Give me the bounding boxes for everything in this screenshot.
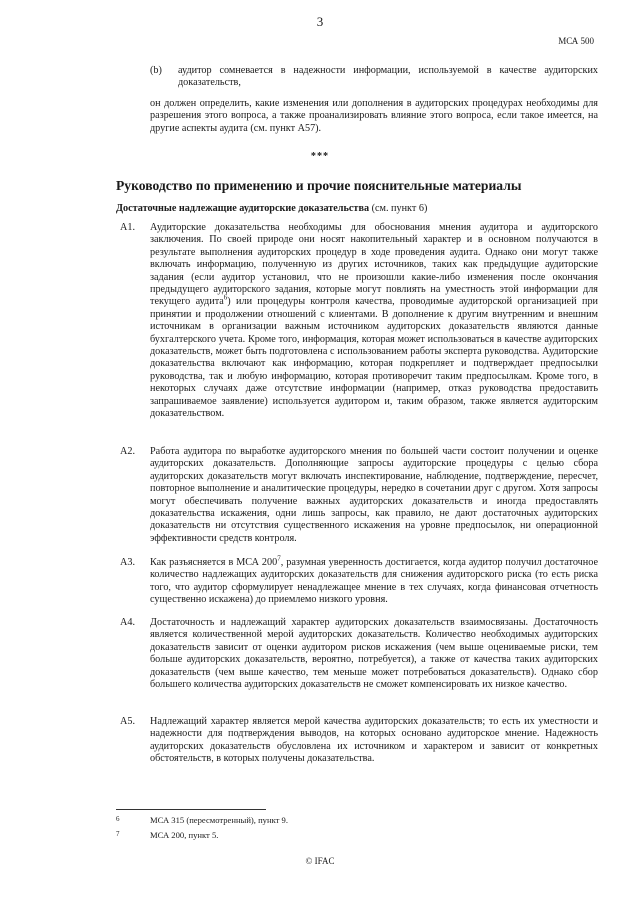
paragraph-label-a1: A1. [120, 222, 135, 233]
footnote-divider [116, 809, 266, 810]
paragraph-a3-text-1: Как разъясняется в МСА 200 [150, 557, 278, 568]
footnote-6-text: МСА 315 (пересмотренный), пункт 9. [150, 815, 288, 825]
footer-copyright: © IFAC [305, 856, 335, 866]
paragraph-a1-text-2: ) или процедуры контроля качества, проводимые аудиторской организацией при принятии и продолжении отношений с клиентами. В дополнение к другим внутренним и внешним источникам в организации важным источником аудиторских доказательств являются данные бухгалтерского учета. Кроме того, информация, которая может использоваться в качестве аудиторских доказательств, может быть подготовлена с использованием работы эксперта руководства. Аудиторские доказательства включают как информацию, которая подкрепляет и подтверждает предпосылки руководства, так и любую информацию, которая противоречит таким предпосылкам. Кроме того, в некоторых случаях даже отсутствие информации (например, отказ руководства предоставить запрашиваемое заявление) используется аудитором и, таким образом, также является аудиторским доказательством. [150, 296, 598, 420]
list-item-b-text: аудитор сомневается в надежности информации, используемой в качестве аудиторских доказательств, [178, 65, 598, 89]
paragraph-a1 [150, 222, 598, 421]
paragraph-label-a2: A2. [120, 446, 135, 457]
conclusion-paragraph: он должен определить, какие изменения или дополнения в аудиторских процедурах необходимы для разрешения этого вопроса, а также проанализировать влияние этого вопроса, если такое имеется, на другие аспекты аудита (см. пункт А57). [150, 98, 598, 134]
subsection-title-text: Достаточные надлежащие аудиторские доказательства [116, 203, 370, 214]
subsection-reference: (см. пункт 6) [369, 203, 428, 214]
section-separator: *** [310, 151, 330, 162]
section-title: Руководство по применению и прочие пояснительные материалы [116, 178, 522, 193]
footnote-mark-6: 6 [116, 815, 120, 823]
footnote-ref-6: 6 [223, 294, 228, 303]
paragraph-a4: Достаточность и надлежащий характер аудиторских доказательств взаимосвязаны. Достаточность является количественной мерой аудиторских доказательств. Количество необходимых аудиторских доказательств зависит от оценки аудитором рисков искажения (чем выше оцениваемые риски, тем больше аудиторских доказательств, вероятно, потребуется), а также от качества таких аудиторских доказательств (чем выше качество, тем меньше может потребоваться доказательств). Однако сбор большего количества аудиторских доказательств не сможет компенсировать их низкое качество. [150, 617, 598, 691]
list-item-marker-b: (b) [150, 65, 162, 76]
paragraph-a3-text-2: , разумная уверенность достигается, когда аудитор получил достаточное количество надлежащих аудиторских доказательств для снижения аудиторского риска (то есть риска того, что аудитор сформулирует ненадлежащее мнение в тех случаях, когда финансовая отчетность существенно искажена) до приемлемо низкого уровня. [150, 557, 598, 606]
paragraph-a5: Надлежащий характер является мерой качества аудиторских доказательств; то есть их уместности и надежности для подтверждения выводов, на которых основано аудиторское мнение. Надежность аудиторских доказательств обусловлена их источником и характером и зависит от конкретных обстоятельств, в которых получены доказательства. [150, 716, 598, 765]
footnote-7-text: МСА 200, пункт 5. [150, 830, 219, 840]
footnote-ref-7: 7 [277, 554, 281, 563]
footnote-mark-7: 7 [116, 830, 120, 838]
paragraph-label-a5: A5. [120, 716, 135, 727]
paragraph-label-a4: A4. [120, 617, 135, 628]
paragraph-a3 [150, 554, 598, 607]
paragraph-a2: Работа аудитора по выработке аудиторского мнения по большей части состоит получении и оценке аудиторских доказательств. Дополняющие запросы аудиторские процедуры с целью сбора аудиторских доказательств могут включать инспектирование, наблюдение, подтверждение, пересчет, повторное выполнение и аналитические процедуры, нередко в сочетании друг с другом. Хотя запросы могут обеспечивать получение важных аудиторских доказательств и иногда предоставлять доказательства искажения, одни лишь запросы, как правило, не дают достаточных аудиторских доказательств ни отсутствия существенного искажения на уровне предпосылок, ни операционной эффективности средств контроля. [150, 446, 598, 544]
paragraph-a1-text-1: Аудиторские доказательства необходимы для обоснования мнения аудитора и аудиторского заключения. По своей природе они носят накопительный характер и в основном получаются в результате выполнения аудиторских процедур в ходе проведения аудита. Однако они могут также включать информацию, полученную из других источников, таких как предыдущие аудиторские задания (если аудитор установил, что не произошли какие-либо изменения после окончания предыдущего аудиторского задания, которые могут повлиять на уместность этой информации для текущего аудита [150, 222, 598, 308]
paragraph-label-a3: A3. [120, 557, 135, 568]
page-number: 3 [316, 14, 324, 29]
subsection-title [116, 203, 427, 215]
document-code: МСА 500 [558, 36, 594, 46]
